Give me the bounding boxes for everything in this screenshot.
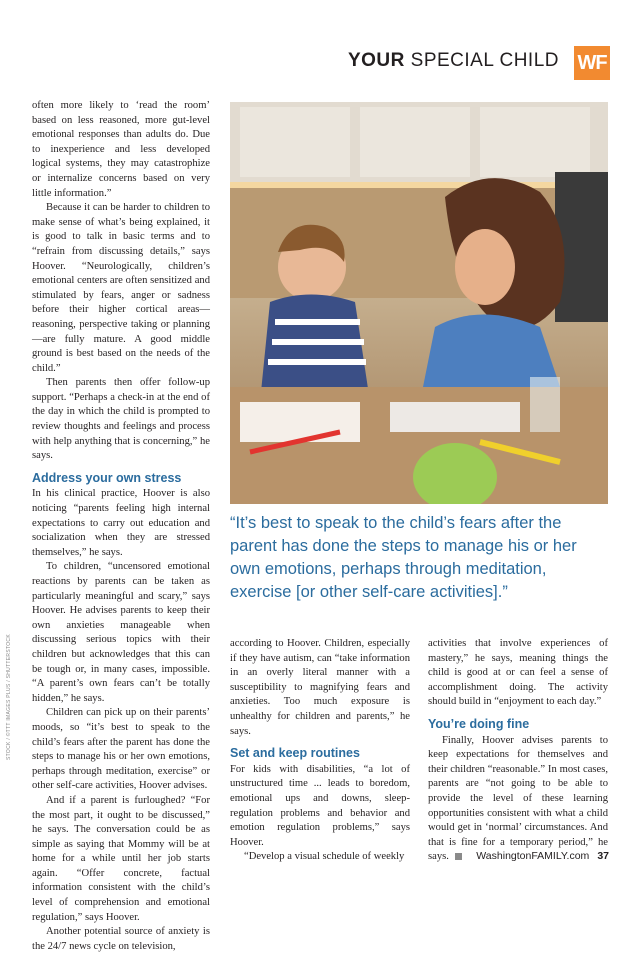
paragraph: often more likely to ‘read the room’ based on less reasoned, more gut-level emotional responses than adults do. Due to inexperience and less developed logical systems, they may catastrophize or internalize concerns based on very little information.”: [32, 100, 210, 199]
article-column-3: [428, 637, 608, 865]
paragraph: “Develop a visual schedule of weekly: [244, 851, 405, 863]
section-header-bold: YOUR: [347, 50, 405, 71]
paragraph-text: Finally, Hoover advises parents to keep expectations for themselves and their children “reasonable.” In most cases, parents are “not going to be able to provide the level of these learning opportunities consistent with what a child would get in ‘normal’ circumstances. And that is fine for a temporary period,” he says.: [428, 734, 608, 863]
article-column-1: [32, 99, 210, 954]
section-header-rest: SPECIAL CHILD: [404, 50, 559, 71]
article-photo: [230, 102, 608, 504]
footer-site: WashingtonFAMILY.com: [476, 850, 590, 862]
page-number: 37: [597, 850, 609, 862]
photo-credit: STOCK / ©TTT IMAGES PLUS / SHUTTERSTOCK: [6, 634, 12, 760]
paragraph: For kids with disabilities, “a lot of unstructured time ... leads to boredom, emotional ups and downs, sleep-regulation problems and behavior and emotion regulation problems,” says Hoover.: [230, 763, 410, 848]
paragraph: To children, “uncensored emotional reactions by parents can be taken as particularly meaningful and scary,” says Hoover. He advises parents to keep their own anxieties manageable when discussing serious topics with their children but acknowledges that this can be tough or, in many cases, impossible. “A parent’s own fears can’t be totally hidden,” he says.: [32, 561, 210, 704]
paragraph: Then parents then offer follow-up support. “Perhaps a check-in at the end of the day in which the child is prompted to review thoughts and feelings and process with help anything that is concerning,” he says.: [32, 377, 210, 462]
paragraph: activities that involve experiences of mastery,” he says, meaning things the child is good at or can feel a sense of accomplishment doing. The activity should build in “enjoyment to each day.”: [428, 638, 608, 708]
section-header: [348, 50, 559, 72]
end-mark-icon: [455, 853, 462, 860]
paragraph: And if a parent is furloughed? “For the most part, it ought to be discussed,” he says. The conversation could be as simple as saying that Mommy will be at home for a while until her job starts again. “Offer concrete, factual information consistent with the child’s level of comprehension and emotional regulation,” says Hoover.: [32, 794, 210, 923]
paragraph: Another potential source of anxiety is the 24/7 news cycle on television,: [32, 926, 210, 952]
paragraph: according to Hoover. Children, especially if they have autism, can “take information in an overly literal manner with a susceptibility to magnifying fears and anxieties. Too much exposure is unhealthy for children and parents,” he says.: [230, 638, 410, 737]
pull-quote: “It’s best to speak to the child’s fears after the parent has done the steps to manage his or her own emotions, perhaps through meditation, exercise [or other self-care activities].”: [230, 514, 577, 601]
paragraph: Children can pick up on their parents’ moods, so “it’s best to speak to the child’s fears after the parent has done the steps to manage his or her own emotions, perhaps through meditation, exercise” or other self-care activities, Hoover advises.: [32, 707, 210, 792]
page-footer: [476, 850, 609, 862]
article-column-2: [230, 637, 410, 865]
photo-illustration: [230, 102, 608, 504]
paragraph: [428, 734, 608, 865]
subheading-address-stress: Address your own stress: [32, 470, 182, 485]
subheading-set-routines: Set and keep routines: [230, 746, 360, 761]
paragraph: In his clinical practice, Hoover is also noticing “parents feeling high internal expectations to carry out education and socialization when they are stressed themselves,” he says.: [32, 488, 210, 558]
paragraph: Because it can be harder to children to make sense of what’s being explained, it is good to talk in basic terms and to “refrain from discussing details,” says Hoover. “Neurologically, children’s emotional centers are often sensitized and stimulated by fears, anger or sadness before their higher cortical areas—reasoning, perspective taking or planning—are fully mature. A good middle ground is best based on the needs of the child.”: [32, 202, 210, 374]
subheading-doing-fine: You’re doing fine: [428, 716, 530, 731]
wf-logo: WF: [574, 46, 610, 80]
